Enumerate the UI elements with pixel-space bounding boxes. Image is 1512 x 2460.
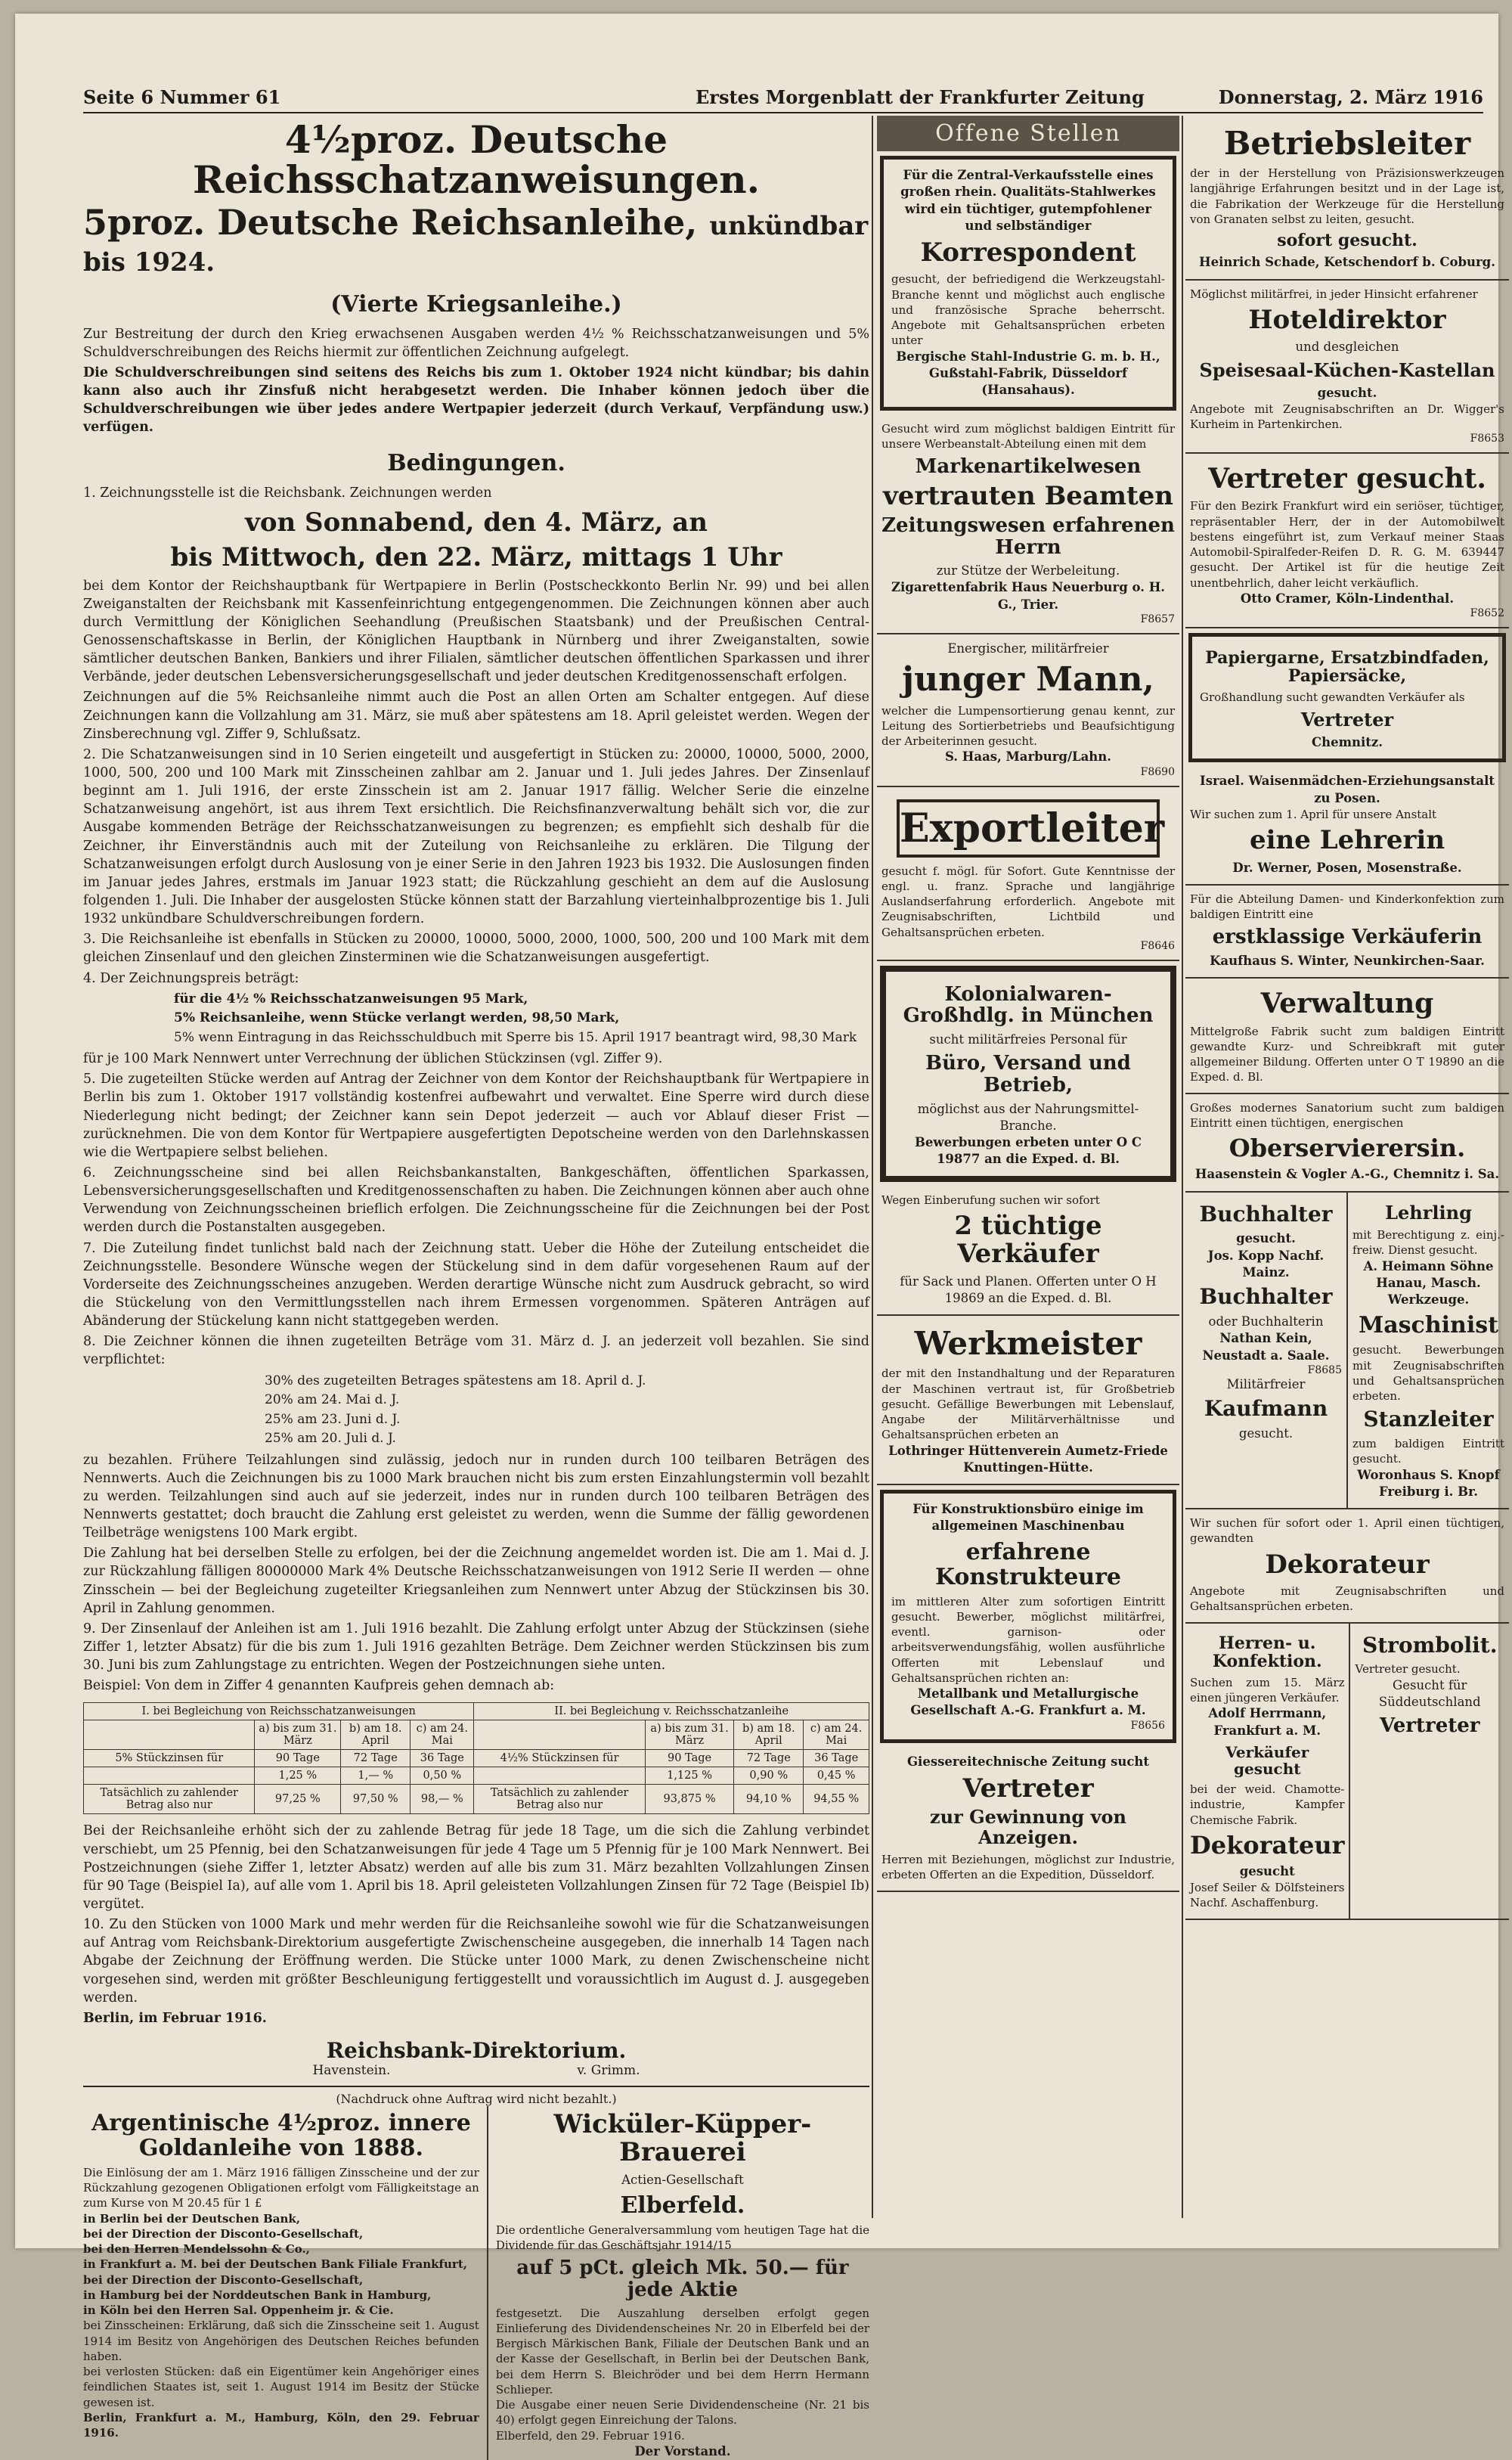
column-divider [872,116,873,2218]
paragraph: 8. Die Zeichner können die ihnen zugeteilten Beträge vom 31. März d. J. an jederzeit voll bezahlen. Sie sind verpflichtet: [83,1334,869,1368]
header-newspaper-title: Erstes Morgenblatt der Frankfurter Zeitung [696,86,1145,108]
paragraph: 10. Zu den Stücken von 1000 Mark und mehr werden für die Reichsanleihe sowohl wie für die Schatzanweisungen auf Antrag vom Reichsbank-Direktorium ausgefertigte Zwischenscheine ausgegeben, die innerhalb 14 Tagen nach Abgabe der Zeichnung der Eröffnung werden. Die Stücke unter 1000 Mark, zu denen Zwischenscheine nicht vorgesehen sind, werden mit größter Beschleunigung fertiggestellt und voraussichtlich im August d. J. ausgegeben werden. [83,1917,869,2006]
classifieds-column-2 [877,116,1179,2218]
ad-headline: Verwaltung [1260,988,1434,1020]
paragraph: Die Schuldverschreibungen sind seitens des Reichs bis zum 1. Oktober 1924 nicht kündbar; bis dahin kann also auch ihr Zinsfuß nicht herabgesetzt werden. Die Inhaber können jedoch über die Schuldverschreibungen wie über jedes andere Wertpapier jederzeit (durch Verkauf, Verpfändung usw.) verfügen. [83,365,869,436]
classified-ad: Exportleiter gesucht f. mögl. für Sofort. Gute Kenntnisse der engl. u. franz. Sprache und langjährige Auslandserfahrung erforderlich. Angebote mit Zeugnisabschriften, Lichtbild und Gehaltsansprüchen erbeten. F8646 [877,787,1179,961]
ad-headline: erstklassige Verkäuferin [1212,926,1483,949]
paragraph: Beispiel: Von dem in Ziffer 4 genannten Kaufpreis gehen demnach ab: [83,1678,555,1694]
classified-ad: Wir suchen für sofort oder 1. April einen tüchtigen, gewandten Dekorateur Angebote mit Zeugnisabschriften und Gehaltsansprüchen erbeten. [1185,1509,1509,1623]
classified-ad: Herren- u. Konfektion. Suchen zum 15. März einen jüngeren Verkäufer. Adolf Herrmann, Frankfurt a. M. Verkäufer gesucht bei der weid. Chamotte-industrie, Kampfer Chemische Fabrik. Dekorateur gesucht Josef Seiler & Dölfsteiners Nachf. Aschaffenburg. [1185,1624,1350,1920]
classified-ad: Papiergarne, Ersatzbindfaden, Papiersäcke, Großhandlung sucht gewandten Verkäufer als Vertreter Chemnitz. [1188,633,1506,762]
ad-headline: Dekorateur [1265,1549,1430,1580]
signature-title: Reichsbank-Direktorium. [326,2037,627,2063]
table-row: a) bis zum 31. März b) am 18. April c) am 24. Mai a) bis zum 31. März b) am 18. April c) am 24. Mai [84,1720,869,1750]
ad-headline: Argentinische 4½proz. innere Goldanleihe von 1888. [91,2109,471,2161]
classified-ad: Gesucht wird zum möglichst baldigen Eintritt für unsere Werbeanstalt-Abteilung einen mit dem Markenartikelwesen vertrauten Beamten Zeitungswesen erfahrenen Herrn zur Stütze der Werbeleitung. Zigarettenfabrik Haus Neuerburg o. H. G., Trier. F8657 [877,415,1179,634]
ad-headline: eine Lehrerin [1249,825,1445,856]
paragraph: 9. Der Zinsenlauf der Anleihen ist am 1. Juli 1916 bezahlt. Die Zahlung erfolgt unter Abzug der Stückzinsen (siehe Ziffer 1, letzter Absatz) für die bis zum 1. Juli 1916 gezahlten Beträge. Dem Zeichner werden Stückzinsen bis zum 30. Juni bis zum Zahlungstage zu entrichten. Wegen der Postzeichnungen siehe unten. [83,1621,869,1674]
place-date: Berlin, im Februar 1916. [83,2010,267,2026]
ad-headline: Papiergarne, Ersatzbindfaden, Papiersäcke, [1205,648,1489,687]
ad-headline: Korrespondent [920,237,1136,268]
ad-headline: Buchhalter [1199,1201,1333,1227]
paragraph: 5. Die zugeteilten Stücke werden auf Antrag der Zeichner von dem Kontor der Reichshauptbank für Wertpapiere in Berlin bis zum 1. Oktober 1917 vollständig kostenfrei aufbewahrt und verwaltet. Eine Sperre wird durch diese Niederlegung nicht bedingt; der Zeichner kann sein Depot jederzeit — auch vor Ablauf dieser Frist — zurücknehmen. Die von dem Kontor für Wertpapiere ausgefertigten Depotscheine werden von den Darlehnskassen wie die Wertpapiere selbst beliehen. [83,1072,869,1160]
paragraph: Zeichnungen auf die 5% Reichsanleihe nimmt auch die Post an allen Orten am Schalter entgegen. Auf diese Zeichnungen kann die Vollzahlung am 31. März, sie muß aber spätestens am 18. April geleistet werden. Wegen der Zinsberechnung vgl. Ziffer 9, Schlußsatz. [83,690,869,742]
ad-headline: Kolonialwaren-Großhdlg. in München [903,982,1154,1028]
page-header [83,82,1483,113]
argentine-bond-ad: Argentinische 4½proz. innere Goldanleihe von 1888. Die Einlösung der am 1. März 1916 fälligen Zinsscheine und der zur Rückzahlung gezogenen Obligationen erfolgt vom Fälligkeitstage an zum Kurse von M 20.45 für 1 £ in Berlin bei der Deutschen Bank, bei der Direction der Disconto-Gesellschaft, bei den Herren Mendelssohn & Co., in Frankfurt a. M. bei der Deutschen Bank Filiale Frankfurt, bei der Direction der Disconto-Gesellschaft, in Hamburg bei der Norddeutschen Bank in Hamburg, in Köln bei den Herren Sal. Oppenheim jr. & Cie. bei Zinsscheinen: Erklärung, daß sich die Zinsscheine seit 1. August 1914 im Besitz von Angehörigen des Deutschen Reiches befunden haben. bei verlosten Stücken: daß ein Eigentümer kein Angehöriger eines feindlichen Staates ist, seit 1. August 1914 im Besitz der Stücke gewesen ist. Berlin, Frankfurt a. M., Hamburg, Köln, den 29. Februar 1916. [83,2109,479,2440]
paragraph: für je 100 Mark Nennwert unter Verrechnung der üblichen Stückzinsen (vgl. Ziffer 9). [83,1051,663,1067]
paragraph: Die Zahlung hat bei derselben Stelle zu erfolgen, bei der die Zeichnung angemeldet worden ist. Die am 1. Mai d. J. zur Rückzahlung fälligen 80000000 Mark 4% Deutsche Reichsschatzanweisungen von 1912 Serie II werden — ohne Zinsschein — bei der Begleichung zugeteilter Kriegsanleihen zum Nennwert unter Abzug der Stückzinsen bis 30. April in Zahlung genommen. [83,1546,869,1616]
classified-ad: Energischer, militärfreier junger Mann, welcher die Lumpensortierung genau kennt, zur Leitung des Sortierbetriebs und Beaufsichtigung der Arbeiterinnen gesucht. S. Haas, Marburg/Lahn. F8690 [877,634,1179,787]
classified-ad: Verwaltung Mittelgroße Fabrik sucht zum baldigen Eintritt gewandte Kurz- und Schreibkraft mit guter allgemeiner Bildung. Offerten unter O T 19890 an die Exped. d. Bl. [1185,979,1509,1094]
ad-headline: erfahrene Konstrukteure [934,1538,1122,1590]
ad-row [1185,1193,1509,1510]
loan-title: 4½proz. Deutsche Reichsschatzanweisungen. [192,117,761,202]
classifieds-column-3 [1185,116,1509,2218]
paragraph: zu bezahlen. Frühere Teilzahlungen sind zulässig, jedoch nur in runden durch 100 teilbaren Beträgen des Nennwerts. Auch die Zeichnungen bis zu 1000 Mark brauchen nicht bis zum ersten Einzahlungstermin voll bezahlt zu werden. Teilzahlungen sind auch auf sie jederzeit, indes nur in runden durch 100 teilbaren Beträgen des Nennwerts gestattet; doch braucht die Zahlung erst geleistet zu werden, wenn die Summe der fällig gewordenen Teilbeträge wenigstens 100 Mark ergibt. [83,1452,869,1541]
classified-ad: Werkmeister der mit den Instandhaltung und der Reparaturen der Maschinen vertraut ist, für Großbetrieb gesucht. Gefällige Bewerbungen mit Lebenslauf, Angabe der Militärverhältnisse und Gehaltsansprüchen erbeten an Lothringer Hüttenverein Aumetz-Friede Knuttingen-Hütte. [877,1316,1179,1485]
classified-ad: Für Konstruktionsbüro einige im allgemeinen Maschinenbau erfahrene Konstrukteure im mittleren Alter zum sofortigen Eintritt gesucht. Bewerber, möglichst militärfrei, eventl. garnison- oder arbeitsverwendungsfähig, wollen ausführliche Offerten mit Lebenslauf und Gehaltsansprüchen richten an: Metallbank und Metallurgische Gesellschaft A.-G. Frankfurt a. M. F8656 [880,1490,1176,1743]
ad-row [1185,1624,1509,1920]
table-row: 5% Stückzinsen für 90 Tage 72 Tage 36 Tage 4½% Stückzinsen für 90 Tage 72 Tage 36 Tage [84,1750,869,1767]
price-list: für die 4½ % Reichsschatzanweisungen 95 Mark, 5% Reichsanleihe, wenn Stücke verlangt werden, 98,50 Mark, 5% wenn Eintragung in das Reichsschuldbuch mit Sperre bis 15. April 1917 beantragt wird, 98,30 Mark [174,991,857,1045]
classified-ad: Strombolit. Vertreter gesucht. Gesucht für Süddeutschland Vertreter [1350,1624,1509,1920]
loan-subtitle: 5proz. Deutsche Reichsanleihe, unkündbar bis 1924. [83,202,869,278]
header-page-number: Seite 6 Nummer 61 [83,86,281,108]
subscription-end: bis Mittwoch, den 22. März, mittags 1 Uhr [170,541,782,572]
ad-headline: Betriebsleiter [1223,125,1471,162]
installment-list: 30% des zugeteilten Betrages spätestens am 18. April d. J. 20% am 24. Mai d. J. 25% am 23. Juni d. J. 25% am 20. Juli d. J. [265,1373,646,1447]
classified-ad: Lehrling mit Berechtigung z. einj.-freiw. Dienst gesucht. A. Heimann Söhne Hanau, Masch. Werkzeuge. Maschinist gesucht. Bewerbungen mit Zeugnisabschriften und Gehaltsansprüchen erbeten. Stanzleiter zum baldigen Eintritt gesucht. Woronhaus S. Knopf Freiburg i. Br. [1348,1193,1509,1510]
loan-series: (Vierte Kriegsanleihe.) [330,290,622,318]
classified-ad: Giessereitechnische Zeitung sucht Vertreter zur Gewinnung von Anzeigen. Herren mit Beziehungen, möglichst zur Industrie, erbeten Offerten an die Expedition, Düsseldorf. [877,1748,1179,1892]
classified-ad: Betriebsleiter der in der Herstellung von Präzisionswerkzeugen langjährige Erfahrungen besitzt und in der Lage ist, die Fabrikation der Werkzeuge für die Herstellung von Granaten selbst zu leiten, gesucht. sofort gesucht. Heinrich Schade, Ketschendorf b. Coburg. [1185,116,1509,281]
ad-headline: vertrauten Beamten [883,480,1173,511]
ad-headline: Exportleiter [897,799,1160,858]
ad-headline: junger Mann, [902,660,1154,700]
interest-table [83,1702,869,1814]
signatories: Havenstein. v. Grimm. [312,2062,640,2078]
classified-ad: Israel. Waisenmädchen-Erziehungsanstalt zu Posen. Wir suchen zum 1. April für unsere Anstalt eine Lehrerin Dr. Werner, Posen, Mosenstraße. [1185,767,1509,885]
table-row: 1,25 % 1,— % 0,50 % 1,125 % 0,90 % 0,45 % [84,1767,869,1785]
classified-ad: Wegen Einberufung suchen wir sofort 2 tüchtige Verkäufer für Sack und Planen. Offerten unter O H 19869 an die Exped. d. Bl. [877,1187,1179,1317]
paragraph: 6. Zeichnungsscheine sind bei allen Reichsbankanstalten, Bankgeschäften, öffentlichen Sparkassen, Lebensversicherungsgesellschaften und Kreditgenossenschaften zu haben. Die Zeichnungen können aber auch ohne Verwendung von Zeichnungsscheinen brieflich erfolgen. Die Zeichnungsscheine für die Zeichnungen bei der Post werden durch die Postanstalten ausgegeben. [83,1165,869,1236]
section-heading: Bedingungen. [387,450,565,477]
ad-headline: Wicküler-Küpper-Brauerei [553,2108,812,2168]
classified-ad: Großes modernes Sanatorium sucht zum baldigen Eintritt einen tüchtigen, energischen Oberservierersin. Haasenstein & Vogler A.-G., Chemnitz i. Sa. [1185,1094,1509,1193]
ad-headline: Hoteldirektor [1248,304,1446,335]
paragraph: Zur Bestreitung der durch den Krieg erwachsenen Ausgaben werden 4½ % Reichsschatzanweisungen und 5% Schuldverschreibungen des Reichs hiermit zur öffentlichen Zeichnung aufgelegt. [83,326,869,360]
classified-ad: Für die Abteilung Damen- und Kinderkonfektion zum baldigen Eintritt eine erstklassige Verkäuferin Kaufhaus S. Winter, Neunkirchen-Saar. [1185,886,1509,979]
paragraph: 1. Zeichnungsstelle ist die Reichsbank. Zeichnungen werden [83,485,492,501]
paragraph: bei dem Kontor der Reichshauptbank für Wertpapiere in Berlin (Postscheckkonto Berlin Nr. 99) und bei allen Zweiganstalten der Reichsbank mit Kassenfeinrichtung entgegengenommen. Die Zeichnungen können aber auch durch Vermittlung der Königlichen Seehandlung (Preußischen Staatsbank) und der Preußischen Central-Genossenschaftskasse in Berlin, der Königlichen Hauptbank in Nürnberg und ihrer Zweiganstalten, sowie sämtlicher deutschen Banken, Bankiers und ihrer Filialen, sämtlicher deutschen öffentlichen Sparkassen und ihrer Verbände, jeder deutschen Lebensversicherungsgesellschaft und jeder deutschen Kreditgenossenschaft erfolgen. [83,578,869,685]
classified-ad: Kolonialwaren-Großhdlg. in München sucht militärfreies Personal für Büro, Versand und Betrieb, möglichst aus der Nahrungsmittel-Branche. Bewerbungen erbeten unter O C 19877 an die Exped. d. Bl. [880,966,1176,1182]
reprint-note: (Nachdruck ohne Auftrag wird nicht bezahlt.) [83,2086,869,2106]
paragraph: 7. Die Zuteilung findet tunlichst bald nach der Zeichnung statt. Ueber die Höhe der Zuteilung entscheidet die Zeichnungsstelle. Besondere Wünsche wegen der Stückelung sind in dem dafür vorgesehenen Raum auf der Vorderseite des Zeichnungsscheines anzugeben. Werden derartige Wünsche nicht zum Ausdruck gebracht, so wird die Stückelung von den Vermittlungsstellen nach ihrem Ermessen vorgenommen. Späteren Anträgen auf Abänderung der Stückelung kann nicht stattgegeben werden. [83,1240,869,1329]
ad-headline: Vertreter [962,1773,1094,1804]
ad-headline: Vertreter gesucht. [1208,462,1486,495]
column-divider [1182,116,1183,2218]
loan-column [83,116,869,2458]
ad-headline: Werkmeister [914,1325,1142,1363]
classified-ad: Möglichst militärfrei, in jeder Hinsicht erfahrener Hoteldirektor und desgleichen Speisesaal-Küchen-Kastellan gesucht. Angebote mit Zeugnisabschriften an Dr. Wigger's Kurheim in Partenkirchen. F8653 [1185,281,1509,454]
ad-headline: Lehrling [1385,1201,1472,1224]
classified-ad: Für die Zentral-Verkaufsstelle eines großen rhein. Qualitäts-Stahlwerkes wird ein tüchtiger, gutempfohlener und selbständiger Korrespondent gesucht, der befriedigend die Werkzeugstahl-Branche kennt und möglichst auch englische und französische Sprache beherrscht. Angebote mit Gehaltsansprüchen erbeten unter Bergische Stahl-Industrie G. m. b. H., Gußstahl-Fabrik, Düsseldorf (Hansahaus). [880,156,1176,411]
header-date: Donnerstag, 2. März 1916 [1218,86,1483,108]
brewery-ad: Wicküler-Küpper-Brauerei Actien-Gesellschaft Elberfeld. Die ordentliche Generalversammlung vom heutigen Tage hat die Dividende für das Geschäftsjahr 1914/15 auf 5 pCt. gleich Mk. 50.— für jede Aktie festgesetzt. Die Auszahlung derselben erfolgt gegen Einlieferung des Dividendenscheines Nr. 20 in Elberfeld bei der Bergisch Märkischen Bank, Filiale der Deutschen Bank und an der Kasse der Gesellschaft, in Berlin bei der Deutschen Bank, bei dem Herrn S. Bleichröder und bei dem Herrn Hermann Schlieper. Die Ausgabe einer neuen Serie Dividendenscheine (Nr. 21 bis 40) erfolgt gegen Einreichung der Talons. Elberfeld, den 29. Februar 1916. Der Vorstand. [487,2106,869,2460]
subscription-start: von Sonnabend, den 4. März, an [245,507,708,538]
paragraph: Bei der Reichsanleihe erhöht sich der zu zahlende Betrag für jede 18 Tage, um die sich die Zahlung verbindet verschiebt, um 25 Pfennig, bei den Schatzanweisungen für jede 4 Tage um 5 Pfennig für je 100 Mark Nennwert. Bei Postzeichnungen (siehe Ziffer 1, letzter Absatz) werden auf alle bis zum 31. März bezahlten Vollzahlungen Zinsen für 90 Tage (Beispiel Ia), auf alle vom 1. April bis 18. April geleisteten Vollzahlungen Zinsen für 72 Tage (Beispiel Ib) vergütet. [83,1823,869,1912]
ad-headline: Oberservierersin. [1228,1134,1466,1163]
paragraph: 2. Die Schatzanweisungen sind in 10 Serien eingeteilt und ausgefertigt in Stücken zu: 20000, 10000, 5000, 2000, 1000, 500, 200 und 100 Mark mit Zinsscheinen zahlbar am 2. Januar und 1. Juli jedes Jahres. Der Zinsenlauf beginnt am 1. Juli 1916, der erste Zinsschein ist am 2. Januar 1917 fällig. Welcher Serie die einzelne Schatzanweisung angehört, ist aus ihrem Text ersichtlich. Die Reichsfinanzverwaltung behält sich vor, die zur Ausgabe kommenden Beträge der Reichsschatzanweisungen zu begrenzen; es empfiehlt sich deshalb für die Zeichner, ihr Einverständnis auch mit der Zuteilung von Reichsanleihe zu erklären. Die Tilgung der Schatzanweisungen erfolgt durch Auslosung von je einer Serie in den Jahren 1923 bis 1932. Die Auslosungen finden im Januar jedes Jahres, erstmals im Januar 1923 statt; die Rückzahlung geschieht an dem auf die Auslosung folgenden 1. Juli. Die Inhaber der ausgelosten Stücke können statt der Barzahlung vierteinhalbprozentige bis 1. Juli 1932 unkündbare Schuldverschreibungen fordern. [83,746,869,927]
table-row: Tatsächlich zu zahlender Betrag also nur 97,25 % 97,50 % 98,— % Tatsächlich zu zahlender Betrag also nur 93,875 % 94,10 % 94,55 % [84,1785,869,1814]
paragraph: 4. Der Zeichnungspreis beträgt: [83,970,299,986]
ad-headline: 2 tüchtige Verkäufer [954,1210,1102,1270]
classified-ad: Buchhalter gesucht. Jos. Kopp Nachf. Mainz. Buchhalter oder Buchhalterin Nathan Kein, Neustadt a. Saale. F8685 Militärfreier Kaufmann gesucht. [1185,1193,1348,1510]
paragraph: 3. Die Reichsanleihe ist ebenfalls in Stücken zu 20000, 10000, 5000, 2000, 1000, 500, 200 und 100 Mark mit dem gleichen Zinsenlauf und den gleichen Zinsterminen wie die Schatzanweisungen ausgefertigt. [83,932,869,966]
table-row: I. bei Begleichung von Reichsschatzanweisungen II. bei Begleichung v. Reichsschatzanleihe [84,1703,869,1720]
newspaper-page [15,14,1504,2458]
section-banner: Offene Stellen [877,116,1179,151]
classified-ad: Vertreter gesucht. Für den Bezirk Frankfurt wird ein seriöser, tüchtiger, repräsentabler Herr, der in der Automobilwelt bestens eingeführt ist, zum Verkauf meiner Staas Automobil-Spiralfeder-Reifen D. R. G. M. 639447 gesucht. Der Artikel ist für die heutige Zeit unentbehrlich, daher leicht verkäuflich. Otto Cramer, Köln-Lindenthal. F8652 [1185,454,1509,628]
bottom-ads [83,2106,869,2460]
